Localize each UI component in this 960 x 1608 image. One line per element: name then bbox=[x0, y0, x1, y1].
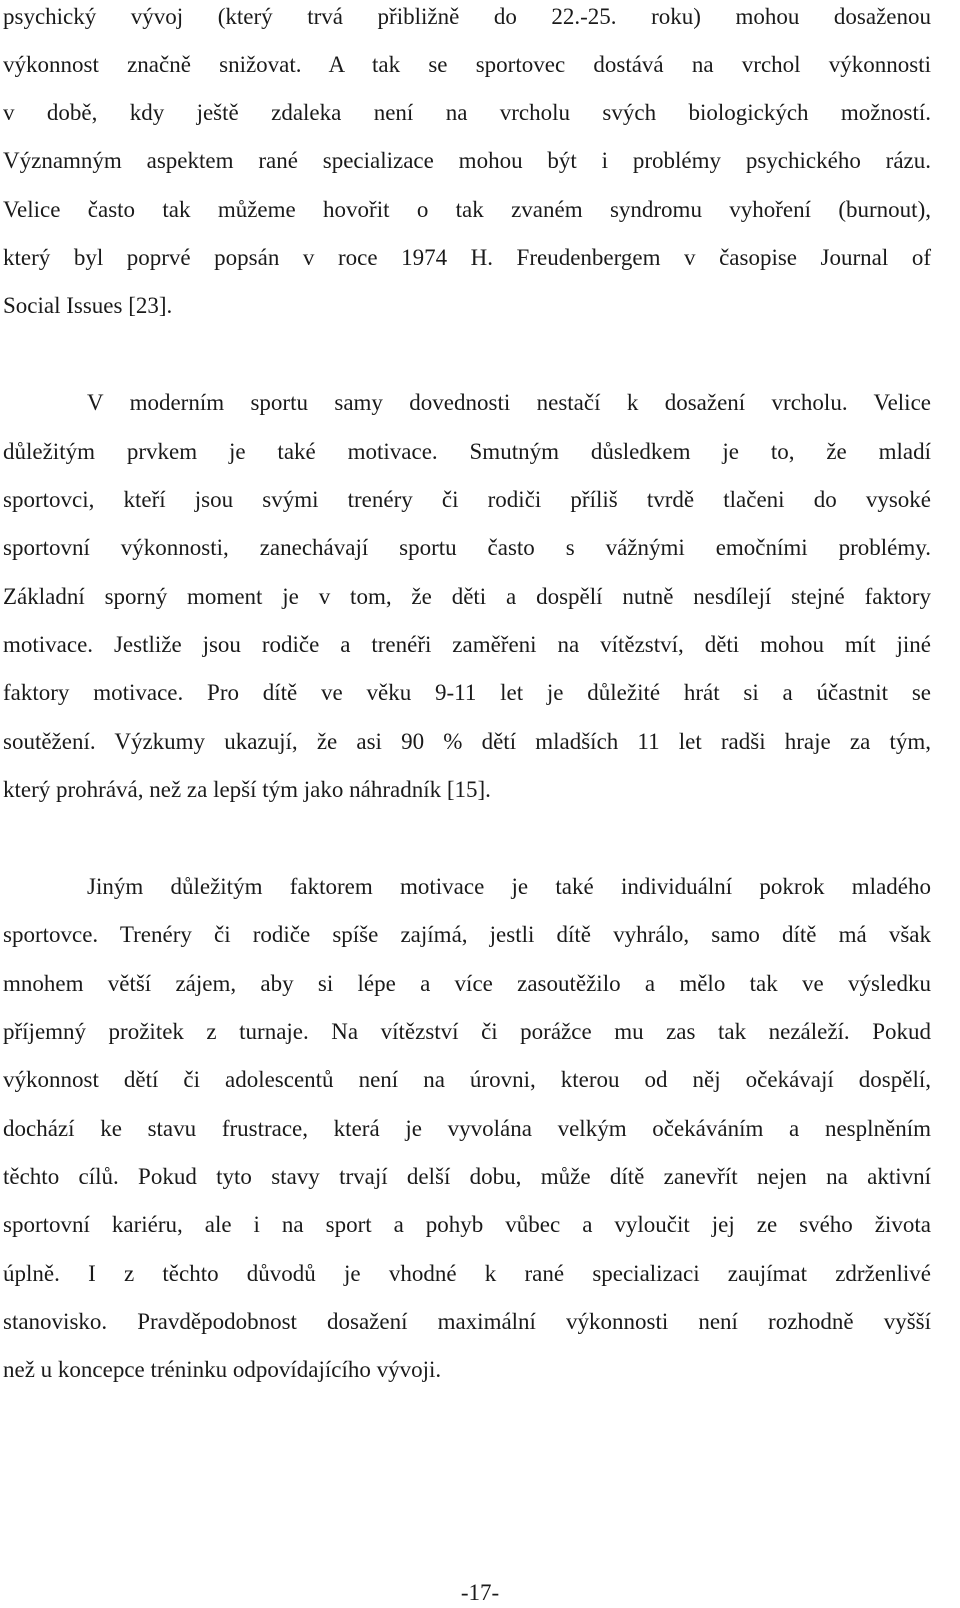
text-line: V moderním sportu samy dovednosti nestačí k dosažení vrcholu. Velice bbox=[87, 390, 931, 415]
text-line: dochází ke stavu frustrace, která je vyvolána velkým očekáváním a nesplněním bbox=[3, 1116, 931, 1141]
text-line: výkonnost značně snižovat. A tak se sportovec dostává na vrchol výkonnosti bbox=[3, 52, 931, 77]
text-line: Významným aspektem rané specializace mohou být i problémy psychického rázu. bbox=[3, 148, 931, 173]
text-line: motivace. Jestliže jsou rodiče a trenéři zaměřeni na vítězství, děti mohou mít jiné bbox=[3, 632, 931, 657]
text-line: sportovní kariéru, ale i na sport a pohyb vůbec a vyloučit jej ze svého života bbox=[3, 1212, 931, 1237]
text-line: důležitým prvkem je také motivace. Smutným důsledkem je to, že mladí bbox=[3, 439, 931, 464]
text-line: v době, kdy ještě zdaleka není na vrcholu svých biologických možností. bbox=[3, 100, 931, 125]
text-line: sportovní výkonnosti, zanechávají sportu často s vážnými emočními problémy. bbox=[3, 535, 931, 560]
text-line: než u koncepce tréninku odpovídajícího vývoji. bbox=[3, 1357, 442, 1382]
text-line: soutěžení. Výzkumy ukazují, že asi 90 % dětí mladších 11 let radši hraje za tým, bbox=[3, 729, 931, 754]
text-line: sportovci, kteří jsou svými trenéry či rodiči příliš tvrdě tlačeni do vysoké bbox=[3, 487, 931, 512]
text-line: příjemný prožitek z turnaje. Na vítězství či porážce mu zas tak nezáleží. Pokud bbox=[3, 1019, 931, 1044]
text-line: který prohrává, než za lepší tým jako náhradník [15]. bbox=[3, 777, 491, 802]
text-line: těchto cílů. Pokud tyto stavy trvají delší dobu, může dítě zanevřít nejen na aktivní bbox=[3, 1164, 931, 1189]
text-line: sportovce. Trenéry či rodiče spíše zajímá, jestli dítě vyhrálo, samo dítě má však bbox=[3, 922, 931, 947]
text-line: Social Issues [23]. bbox=[3, 293, 173, 318]
text-line: úplně. I z těchto důvodů je vhodné k rané specializaci zaujímat zdrženlivé bbox=[3, 1261, 931, 1286]
text-line: Jiným důležitým faktorem motivace je také individuální pokrok mladého bbox=[87, 874, 931, 899]
text-line: faktory motivace. Pro dítě ve věku 9-11 let je důležité hrát si a účastnit se bbox=[3, 680, 931, 705]
text-line: který byl poprvé popsán v roce 1974 H. Freudenbergem v časopise Journal of bbox=[3, 245, 931, 270]
text-line: výkonnost dětí či adolescentů není na úrovni, kterou od něj očekávají dospělí, bbox=[3, 1067, 931, 1092]
page-number: -17- bbox=[460, 1580, 500, 1605]
text-line: stanovisko. Pravděpodobnost dosažení maximální výkonnosti není rozhodně vyšší bbox=[3, 1309, 931, 1334]
text-line: Základní sporný moment je v tom, že děti a dospělí nutně nesdílejí stejné faktory bbox=[3, 584, 931, 609]
text-line: mnohem větší zájem, aby si lépe a více zasoutěžilo a mělo tak ve výsledku bbox=[3, 971, 931, 996]
text-line: Velice často tak můžeme hovořit o tak zvaném syndromu vyhoření (burnout), bbox=[3, 197, 931, 222]
text-line: psychický vývoj (který trvá přibližně do 22.-25. roku) mohou dosaženou bbox=[3, 4, 931, 29]
